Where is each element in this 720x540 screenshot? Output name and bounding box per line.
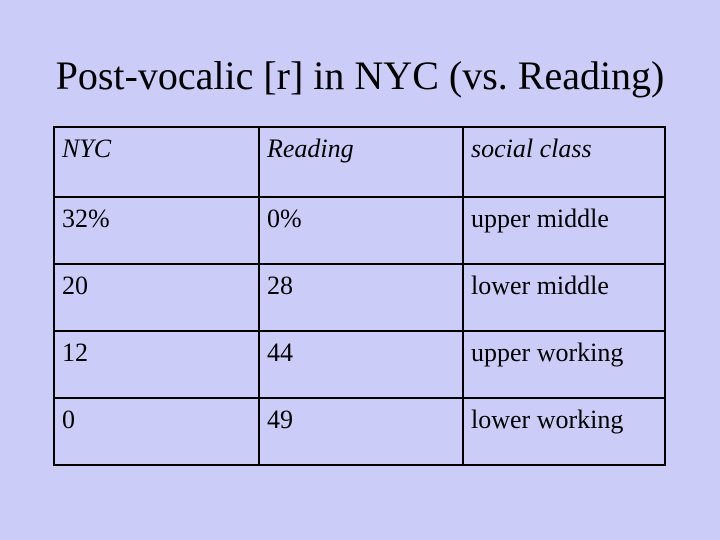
cell-social-class: upper middle [463, 197, 665, 264]
header-reading: Reading [259, 127, 463, 197]
table-row [54, 398, 665, 465]
table-header-row [54, 127, 665, 197]
cell-nyc: 0 [54, 398, 259, 465]
cell-nyc: 32% [54, 197, 259, 264]
rhoticity-table [53, 126, 666, 466]
cell-reading: 28 [259, 264, 463, 331]
header-social-class: social class [463, 127, 665, 197]
table-row [54, 331, 665, 398]
cell-social-class: lower middle [463, 264, 665, 331]
cell-reading: 0% [259, 197, 463, 264]
cell-reading: 49 [259, 398, 463, 465]
table-row [54, 197, 665, 264]
cell-social-class: upper working [463, 331, 665, 398]
slide-title: Post-vocalic [r] in NYC (vs. Reading) [55, 53, 665, 98]
cell-reading: 44 [259, 331, 463, 398]
cell-nyc: 12 [54, 331, 259, 398]
table-row [54, 264, 665, 331]
cell-social-class: lower working [463, 398, 665, 465]
cell-nyc: 20 [54, 264, 259, 331]
header-nyc: NYC [54, 127, 259, 197]
